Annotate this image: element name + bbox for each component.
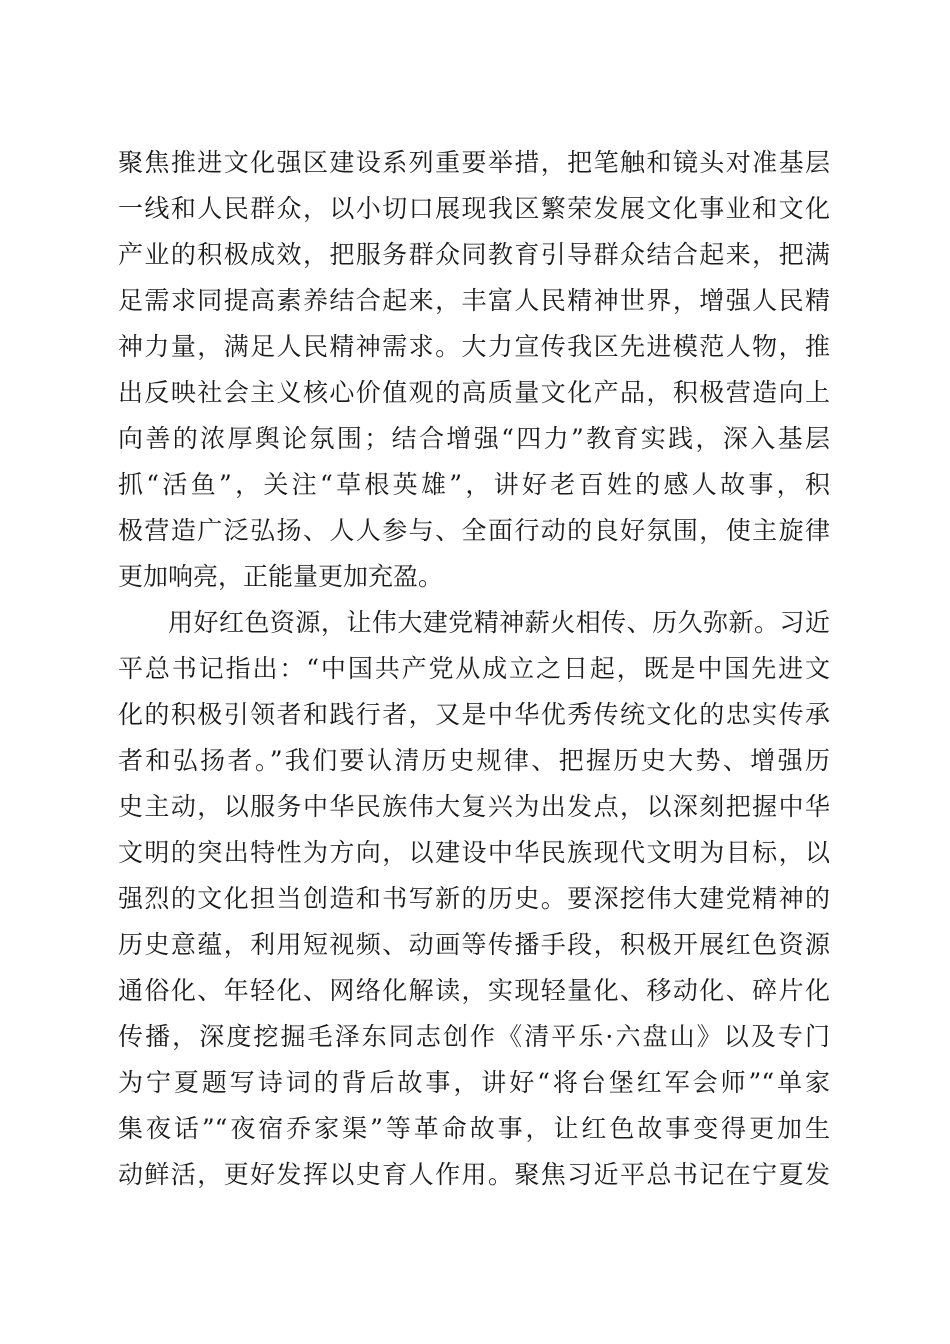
paragraph-line: 动鲜活，更好发挥以史育人作用。聚焦习近平总书记在宁夏发 <box>118 1160 830 1189</box>
paragraph-line: 一线和人民群众，以小切口展现我区繁荣发展文化事业和文化 <box>118 194 830 223</box>
paragraph-line: 者和弘扬者。”我们要认清历史规律、把握历史大势、增强历 <box>118 746 830 775</box>
paragraph-line: 通俗化、年轻化、网络化解读，实现轻量化、移动化、碎片化 <box>118 976 830 1005</box>
paragraph-line: 向善的浓厚舆论氛围；结合增强“四力”教育实践，深入基层 <box>118 424 830 453</box>
paragraph-line: 足需求同提高素养结合起来，丰富人民精神世界，增强人民精 <box>118 286 830 315</box>
paragraph-line: 产业的积极成效，把服务群众同教育引导群众结合起来，把满 <box>118 240 830 269</box>
paragraph-line: 出反映社会主义核心价值观的高质量文化产品，积极营造向上 <box>118 378 830 407</box>
paragraph-line: 化的积极引领者和践行者，又是中华优秀传统文化的忠实传承 <box>118 700 830 729</box>
paragraph-line: 神力量，满足人民精神需求。大力宣传我区先进模范人物，推 <box>118 332 830 361</box>
paragraph-line: 平总书记指出：“中国共产党从成立之日起，既是中国先进文 <box>118 654 830 683</box>
paragraph-line: 更加响亮，正能量更加充盈。 <box>118 562 444 591</box>
paragraph-line: 集夜话”“夜宿乔家渠”等革命故事，让红色故事变得更加生 <box>118 1114 830 1143</box>
paragraph-line: 文明的突出特性为方向，以建设中华民族现代文明为目标，以 <box>118 838 830 867</box>
paragraph-line: 为宁夏题写诗词的背后故事，讲好“将台堡红军会师”“单家 <box>118 1068 830 1097</box>
paragraph-line: 历史意蕴，利用短视频、动画等传播手段，积极开展红色资源 <box>118 930 830 959</box>
paragraph-line: 传播，深度挖掘毛泽东同志创作《清平乐·六盘山》以及专门 <box>118 1022 830 1051</box>
paragraph-line: 用好红色资源，让伟大建党精神薪火相传、历久弥新。习近 <box>168 608 830 637</box>
paragraph-line: 强烈的文化担当创造和书写新的历史。要深挖伟大建党精神的 <box>118 884 830 913</box>
paragraph-line: 极营造广泛弘扬、人人参与、全面行动的良好氛围，使主旋律 <box>118 516 830 545</box>
paragraph-line: 史主动，以服务中华民族伟大复兴为出发点，以深刻把握中华 <box>118 792 830 821</box>
paragraph-line: 抓“活鱼”，关注“草根英雄”，讲好老百姓的感人故事，积 <box>118 470 830 499</box>
paragraph-line: 聚焦推进文化强区建设系列重要举措，把笔触和镜头对准基层 <box>118 148 830 177</box>
